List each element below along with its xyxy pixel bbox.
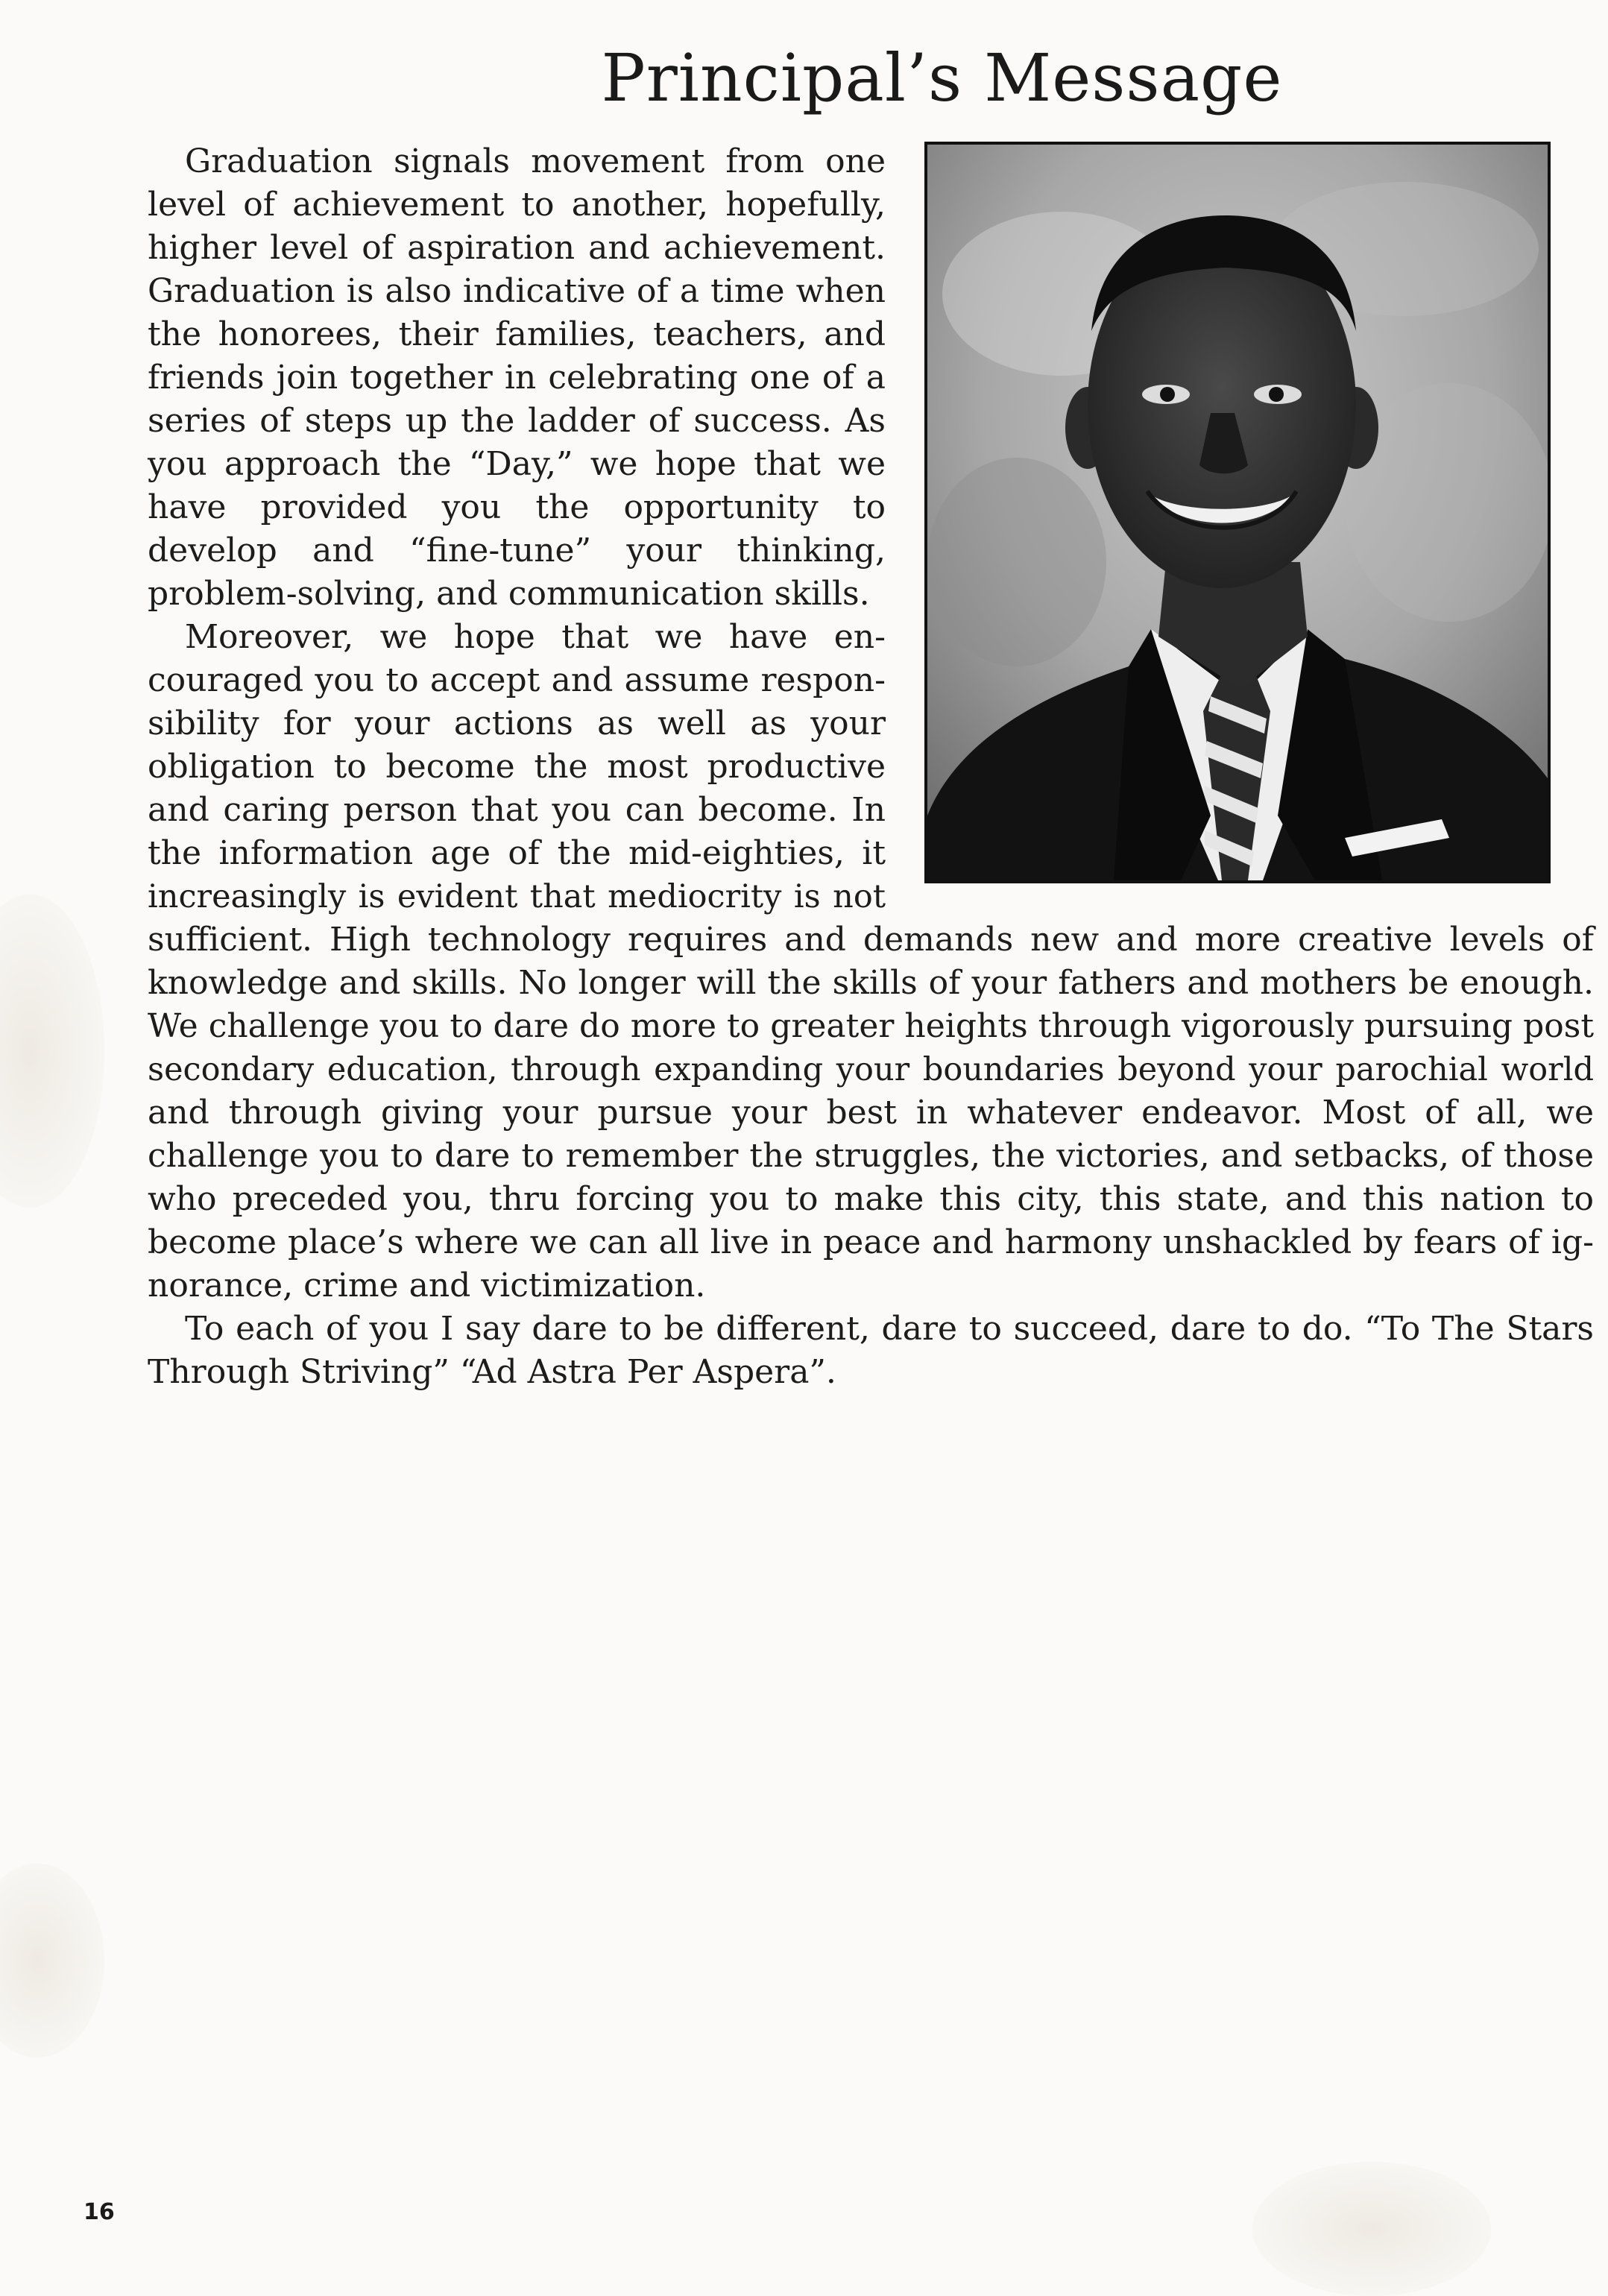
text-line: friends join together in celebrating one of a — [148, 359, 886, 397]
paper-stain — [0, 1864, 104, 2057]
text-line: problem-solving, and communication skills. — [148, 575, 870, 613]
text-line: Moreover, we hope that we have en- — [185, 618, 886, 656]
paper-stain — [0, 895, 104, 1208]
text-line: We challenge you to dare do more to greater heights through vigorously pursuing post — [148, 1007, 1594, 1045]
text-line: the honorees, their families, teachers, and — [148, 315, 886, 353]
text-line: and through giving your pursue your best in whatever endeavor. Most of all, we — [148, 1094, 1594, 1132]
text-line: couraged you to accept and assume respon- — [148, 661, 886, 699]
text-line: and caring person that you can become. In — [148, 791, 886, 829]
text-line: who preceded you, thru forcing you to make this city, this state, and this nation to — [148, 1180, 1594, 1218]
text-line: norance, crime and victimization. — [148, 1267, 706, 1305]
text-line: you approach the “Day,” we hope that we — [148, 445, 886, 483]
page-number: 16 — [83, 2199, 115, 2225]
text-line: the information age of the mid-eighties, it — [148, 834, 886, 872]
text-line: sufficient. High technology requires and demands new and more creative levels of — [148, 921, 1594, 959]
page-title: Principal’s Message — [601, 40, 1283, 116]
text-line: increasingly is evident that mediocrity is not — [148, 878, 886, 915]
text-line: Graduation is also indicative of a time when — [148, 272, 886, 310]
text-line: Graduation signals movement from one — [185, 142, 886, 180]
text-line: become place’s where we can all live in peace and harmony unshackled by fears of ig- — [148, 1223, 1594, 1261]
text-line: secondary education, through expanding your boundaries beyond your parochial world — [148, 1051, 1594, 1088]
text-line: sibility for your actions as well as your — [148, 704, 886, 742]
text-line: obligation to become the most productive — [148, 748, 886, 786]
text-line: have provided you the opportunity to — [148, 488, 886, 526]
paper-stain — [1252, 2162, 1491, 2296]
text-line: series of steps up the ladder of success. As — [148, 402, 886, 440]
text-line: challenge you to dare to remember the struggles, the victories, and setbacks, of those — [148, 1137, 1594, 1175]
text-line: develop and “fine-tune” your thinking, — [148, 532, 886, 570]
text-line: higher level of aspiration and achievement. — [148, 229, 886, 267]
text-line: level of achievement to another, hopefully, — [148, 186, 886, 224]
text-line: knowledge and skills. No longer will the skills of your fathers and mothers be enough. — [148, 964, 1594, 1002]
text-line: To each of you I say dare to be different, dare to succeed, dare to do. “To The Stars — [185, 1310, 1594, 1348]
text-line: Through Striving” “Ad Astra Per Aspera”. — [148, 1353, 836, 1391]
principal-portrait — [924, 142, 1551, 883]
